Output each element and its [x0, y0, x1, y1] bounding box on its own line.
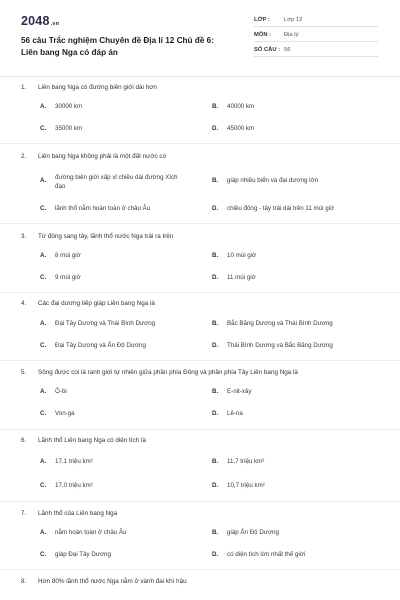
- logo-text: 2048: [21, 14, 50, 28]
- question-divider: [0, 292, 400, 293]
- question-divider: [0, 360, 400, 361]
- question-divider: [0, 569, 400, 570]
- meta-key: SỐ CÂU :: [254, 47, 281, 53]
- question-stem: 3. Từ đông sang tây, lãnh thổ nước Nga trải ra trên: [21, 233, 174, 240]
- question-divider: [0, 143, 400, 144]
- question-divider: [0, 429, 400, 430]
- question-stem: 5. Sông được coi là ranh giới tự nhiên giữa phần phía Đông và phần phía Tây Liên bang Nga là: [21, 369, 298, 376]
- question-stem: 8. Hơn 80% lãnh thổ nước Nga nằm ở vành đai khí hậu: [21, 578, 187, 585]
- question-divider: [0, 223, 400, 224]
- header-divider: [0, 76, 400, 77]
- meta-value: Địa lý: [284, 32, 299, 38]
- meta-key: MÔN :: [254, 32, 272, 38]
- meta-count: [254, 44, 378, 57]
- question-stem: 4. Các đại dương tiếp giáp Liên bang Nga là: [21, 300, 155, 307]
- question-stem: 2. Liên bang Nga không phải là một đất nước có: [21, 153, 167, 160]
- site-logo[interactable]: [21, 14, 59, 28]
- meta-value: Lớp 12: [284, 17, 303, 23]
- logo-suffix: .vn: [50, 21, 60, 27]
- question-divider: [0, 501, 400, 502]
- meta-value: 56: [284, 47, 291, 53]
- question-stem: 7. Lãnh thổ của Liên bang Nga: [21, 510, 118, 517]
- document-title: 56 câu Trắc nghiệm Chuyên đề Địa lí 12 Chủ đề 6: Liên bang Nga có đáp án: [21, 36, 214, 57]
- question-stem: 6. Lãnh thổ Liên bang Nga có diện tích là: [21, 437, 146, 444]
- meta-class: [254, 14, 378, 27]
- meta-key: LỚP :: [254, 17, 270, 23]
- page-header: [0, 0, 400, 76]
- meta-subject: [254, 29, 378, 42]
- question-stem: 1. Liên bang Nga có đường biên giới dài hơn: [21, 84, 157, 91]
